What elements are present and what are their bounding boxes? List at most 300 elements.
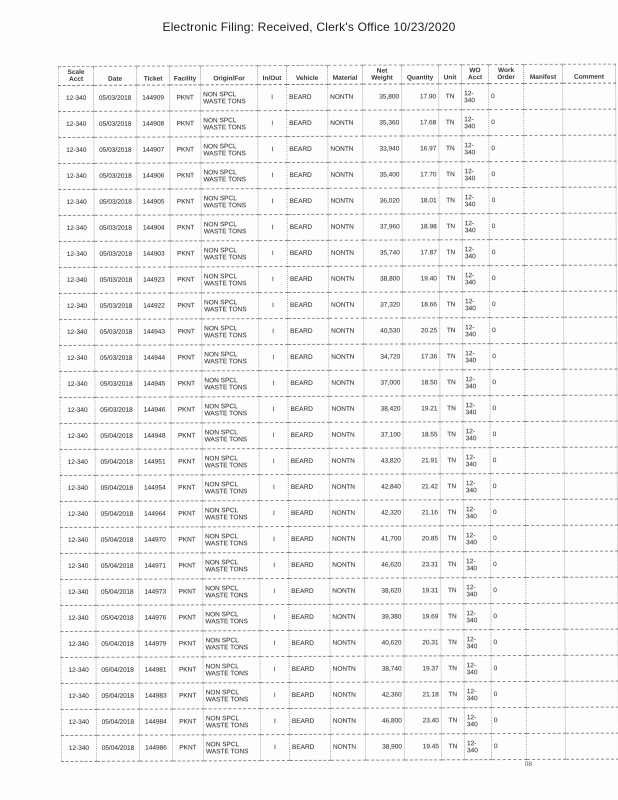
cell-work_order: 0	[491, 603, 526, 629]
cell-unit: TN	[441, 734, 464, 760]
cell-scale_acct: 12-340	[61, 553, 96, 579]
cell-date: 05/03/2018	[95, 397, 138, 423]
cell-comment	[563, 239, 616, 265]
cell-quantity: 19.21	[403, 396, 440, 422]
cell-manifest	[526, 707, 565, 733]
cell-date: 05/03/2018	[94, 189, 137, 215]
cell-origin: NON SPCL WASTE TONS	[201, 189, 258, 215]
cell-scale_acct: 12-340	[59, 163, 94, 189]
cell-net_weight: 38,420	[364, 396, 403, 422]
cell-quantity: 23.31	[404, 552, 441, 578]
cell-in_out: I	[260, 526, 289, 552]
cell-net_weight: 39,380	[365, 604, 404, 630]
cell-work_order: 0	[489, 187, 524, 213]
cell-ticket: 144923	[137, 267, 170, 293]
cell-material: NONTN	[329, 370, 364, 396]
table-row	[61, 681, 618, 709]
cell-unit: TN	[440, 474, 463, 500]
cell-unit: TN	[440, 370, 463, 396]
cell-vehicle: BEARD	[289, 734, 330, 760]
cell-vehicle: BEARD	[289, 526, 330, 552]
cell-scale_acct: 12-340	[61, 657, 96, 683]
cell-wo_acct: 12- 340	[462, 136, 489, 162]
cell-date: 05/04/2018	[96, 527, 139, 553]
cell-scale_acct: 12-340	[60, 449, 95, 475]
table-row	[61, 733, 618, 761]
cell-work_order: 0	[489, 83, 524, 109]
cell-manifest	[526, 629, 565, 655]
table-row	[59, 187, 616, 215]
cell-unit: TN	[440, 422, 463, 448]
table-row	[59, 83, 616, 111]
cell-facility: PKNT	[171, 345, 202, 371]
cell-quantity: 19.40	[402, 266, 439, 292]
cell-origin: NON SPCL WASTE TONS	[202, 397, 259, 423]
cell-work_order: 0	[491, 629, 526, 655]
cell-facility: PKNT	[172, 579, 203, 605]
cell-manifest	[524, 83, 563, 109]
cell-quantity: 19.45	[404, 734, 441, 760]
cell-comment	[564, 395, 617, 421]
cell-vehicle: BEARD	[287, 240, 328, 266]
cell-comment	[565, 577, 618, 603]
cell-vehicle: BEARD	[288, 370, 329, 396]
cell-ticket: 144970	[139, 527, 172, 553]
cell-unit: TN	[441, 708, 464, 734]
cell-material: NONTN	[328, 84, 363, 110]
table-row	[60, 447, 617, 475]
cell-ticket: 144946	[138, 397, 171, 423]
table-row	[59, 239, 616, 267]
cell-date: 05/04/2018	[96, 605, 139, 631]
cell-facility: PKNT	[170, 137, 201, 163]
column-header-vehicle: Vehicle	[287, 65, 328, 84]
cell-scale_acct: 12-340	[61, 579, 96, 605]
cell-origin: NON SPCL WASTE TONS	[203, 527, 260, 553]
cell-quantity: 17.36	[403, 344, 440, 370]
column-header-quantity: Quantity	[401, 65, 438, 84]
cell-material: NONTN	[329, 344, 364, 370]
cell-material: NONTN	[329, 318, 364, 344]
table-row	[59, 161, 616, 189]
cell-in_out: I	[258, 267, 287, 293]
cell-net_weight: 35,740	[363, 240, 402, 266]
cell-comment	[563, 213, 616, 239]
cell-date: 05/04/2018	[95, 423, 138, 449]
cell-unit: TN	[441, 630, 464, 656]
cell-ticket: 144948	[138, 423, 171, 449]
cell-facility: PKNT	[171, 449, 202, 475]
cell-scale_acct: 12-340	[59, 241, 94, 267]
cell-facility: PKNT	[172, 683, 203, 709]
cell-manifest	[524, 239, 563, 265]
cell-quantity: 17.90	[402, 84, 439, 110]
cell-unit: TN	[440, 500, 463, 526]
cell-in_out: I	[258, 137, 287, 163]
cell-net_weight: 37,100	[364, 422, 403, 448]
cell-scale_acct: 12-340	[59, 267, 94, 293]
cell-in_out: I	[260, 708, 289, 734]
cell-origin: NON SPCL WASTE TONS	[201, 111, 258, 137]
column-header-in_out: In/Out	[258, 66, 287, 85]
cell-work_order: 0	[491, 707, 526, 733]
column-header-scale_acct: Scale Acct	[59, 66, 94, 85]
cell-manifest	[526, 525, 565, 551]
cell-material: NONTN	[328, 266, 363, 292]
cell-work_order: 0	[489, 161, 524, 187]
cell-vehicle: BEARD	[289, 708, 330, 734]
cell-in_out: I	[260, 552, 289, 578]
cell-material: NONTN	[329, 500, 364, 526]
cell-unit: TN	[439, 188, 462, 214]
cell-date: 05/04/2018	[96, 683, 139, 709]
cell-ticket: 144922	[137, 293, 170, 319]
cell-ticket: 144971	[139, 553, 172, 579]
cell-origin: NON SPCL WASTE TONS	[203, 605, 260, 631]
cell-date: 05/04/2018	[96, 553, 139, 579]
cell-in_out: I	[260, 656, 289, 682]
cell-date: 05/03/2018	[95, 371, 138, 397]
cell-manifest	[525, 421, 564, 447]
cell-manifest	[524, 109, 563, 135]
cell-wo_acct: 12- 340	[462, 214, 489, 240]
cell-comment	[565, 603, 618, 629]
cell-quantity: 19.31	[404, 578, 441, 604]
cell-comment	[565, 655, 618, 681]
cell-unit: TN	[439, 162, 462, 188]
cell-ticket: 144986	[139, 735, 172, 761]
cell-scale_acct: 12-340	[60, 397, 95, 423]
cell-wo_acct: 12- 340	[463, 448, 490, 474]
table-body	[59, 83, 618, 761]
cell-work_order: 0	[490, 395, 525, 421]
cell-origin: NON SPCL WASTE TONS	[201, 215, 258, 241]
cell-manifest	[526, 655, 565, 681]
cell-in_out: I	[258, 85, 287, 111]
cell-vehicle: BEARD	[288, 318, 329, 344]
cell-unit: TN	[440, 318, 463, 344]
cell-origin: NON SPCL WASTE TONS	[201, 267, 258, 293]
cell-ticket: 144984	[139, 709, 172, 735]
cell-facility: PKNT	[170, 111, 201, 137]
cell-origin: NON SPCL WASTE TONS	[203, 735, 260, 761]
cell-quantity: 17.70	[402, 162, 439, 188]
cell-facility: PKNT	[171, 319, 202, 345]
table-row	[60, 473, 617, 501]
cell-in_out: I	[260, 578, 289, 604]
cell-manifest	[525, 473, 564, 499]
column-header-net_weight: Net Weight	[362, 65, 401, 84]
cell-date: 05/03/2018	[94, 85, 137, 111]
cell-vehicle: BEARD	[288, 474, 329, 500]
cell-material: NONTN	[329, 422, 364, 448]
cell-scale_acct: 12-340	[60, 371, 95, 397]
column-header-ticket: Ticket	[137, 66, 170, 85]
cell-unit: TN	[439, 136, 462, 162]
cell-net_weight: 37,320	[363, 292, 402, 318]
cell-comment	[565, 681, 618, 707]
cell-quantity: 18.01	[402, 188, 439, 214]
cell-vehicle: BEARD	[287, 162, 328, 188]
cell-ticket: 144907	[137, 137, 170, 163]
cell-comment	[565, 525, 618, 551]
cell-in_out: I	[259, 422, 288, 448]
cell-material: NONTN	[330, 708, 365, 734]
cell-unit: TN	[440, 396, 463, 422]
cell-wo_acct: 12- 340	[462, 84, 489, 110]
cell-ticket: 144945	[138, 371, 171, 397]
cell-date: 05/03/2018	[94, 163, 137, 189]
cell-comment	[564, 499, 617, 525]
cell-vehicle: BEARD	[287, 292, 328, 318]
cell-ticket: 144979	[139, 631, 172, 657]
cell-facility: PKNT	[170, 267, 201, 293]
cell-manifest	[526, 603, 565, 629]
cell-origin: NON SPCL WASTE TONS	[202, 501, 259, 527]
cell-ticket: 144954	[138, 475, 171, 501]
cell-vehicle: BEARD	[288, 422, 329, 448]
table-row	[60, 343, 617, 371]
cell-origin: NON SPCL WASTE TONS	[203, 683, 260, 709]
cell-work_order: 0	[490, 343, 525, 369]
cell-comment	[564, 343, 617, 369]
cell-comment	[563, 291, 616, 317]
cell-facility: PKNT	[172, 657, 203, 683]
cell-scale_acct: 12-340	[59, 85, 94, 111]
cell-ticket: 144973	[139, 579, 172, 605]
cell-date: 05/03/2018	[94, 241, 137, 267]
cell-facility: PKNT	[171, 397, 202, 423]
cell-wo_acct: 12- 340	[463, 396, 490, 422]
cell-work_order: 0	[490, 369, 525, 395]
cell-manifest	[525, 343, 564, 369]
cell-quantity: 18.66	[402, 292, 439, 318]
cell-date: 05/04/2018	[96, 631, 139, 657]
cell-unit: TN	[439, 84, 462, 110]
cell-net_weight: 35,360	[363, 110, 402, 136]
cell-net_weight: 38,740	[365, 656, 404, 682]
cell-comment	[563, 265, 616, 291]
cell-comment	[563, 83, 616, 109]
cell-net_weight: 37,000	[364, 370, 403, 396]
column-header-date: Date	[94, 66, 137, 85]
cell-in_out: I	[259, 396, 288, 422]
cell-wo_acct: 12- 340	[464, 734, 491, 760]
cell-origin: NON SPCL WASTE TONS	[201, 241, 258, 267]
table-row	[59, 135, 616, 163]
cell-vehicle: BEARD	[287, 84, 328, 110]
cell-comment	[565, 707, 618, 733]
cell-date: 05/04/2018	[96, 657, 139, 683]
cell-work_order: 0	[490, 499, 525, 525]
cell-net_weight: 43,820	[364, 448, 403, 474]
cell-unit: TN	[439, 266, 462, 292]
cell-unit: TN	[441, 578, 464, 604]
cell-unit: TN	[440, 448, 463, 474]
cell-facility: PKNT	[170, 85, 201, 111]
cell-date: 05/03/2018	[94, 111, 137, 137]
cell-scale_acct: 12-340	[59, 215, 94, 241]
cell-origin: NON SPCL WASTE TONS	[203, 657, 260, 683]
cell-scale_acct: 12-340	[61, 709, 96, 735]
cell-net_weight: 33,940	[363, 136, 402, 162]
cell-manifest	[526, 577, 565, 603]
cell-manifest	[525, 317, 564, 343]
cell-wo_acct: 12- 340	[464, 630, 491, 656]
cell-in_out: I	[259, 371, 288, 397]
cell-date: 05/03/2018	[94, 215, 137, 241]
cell-manifest	[526, 681, 565, 707]
cell-facility: PKNT	[170, 241, 201, 267]
cell-facility: PKNT	[172, 605, 203, 631]
cell-net_weight: 42,840	[364, 474, 403, 500]
cell-wo_acct: 12- 340	[463, 344, 490, 370]
cell-in_out: I	[258, 189, 287, 215]
cell-comment	[565, 551, 618, 577]
cell-wo_acct: 12- 340	[464, 682, 491, 708]
cell-in_out: I	[258, 111, 287, 137]
cell-facility: PKNT	[172, 735, 203, 761]
cell-unit: TN	[441, 526, 464, 552]
cell-manifest	[524, 161, 563, 187]
cell-manifest	[524, 187, 563, 213]
cell-work_order: 0	[489, 109, 524, 135]
cell-comment	[563, 187, 616, 213]
cell-net_weight: 34,720	[364, 344, 403, 370]
cell-date: 05/03/2018	[94, 267, 137, 293]
cell-origin: NON SPCL WASTE TONS	[201, 85, 258, 111]
cell-vehicle: BEARD	[288, 500, 329, 526]
table-header	[59, 64, 616, 85]
cell-origin: NON SPCL WASTE TONS	[201, 163, 258, 189]
cell-ticket: 144908	[137, 111, 170, 137]
cell-comment	[565, 629, 618, 655]
cell-manifest	[525, 369, 564, 395]
cell-scale_acct: 12-340	[61, 683, 96, 709]
cell-material: NONTN	[328, 292, 363, 318]
cell-net_weight: 36,020	[363, 188, 402, 214]
header-row	[59, 64, 616, 85]
cell-work_order: 0	[489, 265, 524, 291]
cell-origin: NON SPCL WASTE TONS	[201, 293, 258, 319]
cell-manifest	[524, 265, 563, 291]
table-row	[61, 629, 618, 657]
cell-quantity: 18.55	[403, 422, 440, 448]
table-row	[61, 655, 618, 683]
cell-wo_acct: 12- 340	[464, 552, 491, 578]
cell-material: NONTN	[330, 526, 365, 552]
cell-ticket: 144906	[137, 163, 170, 189]
cell-net_weight: 42,320	[364, 500, 403, 526]
cell-comment	[564, 473, 617, 499]
table-row	[61, 707, 618, 735]
cell-manifest	[526, 551, 565, 577]
cell-material: NONTN	[328, 214, 363, 240]
cell-facility: PKNT	[170, 293, 201, 319]
cell-material: NONTN	[330, 578, 365, 604]
cell-comment	[563, 135, 616, 161]
cell-material: NONTN	[330, 734, 365, 760]
cell-manifest	[524, 213, 563, 239]
cell-comment	[564, 447, 617, 473]
cell-scale_acct: 12-340	[60, 345, 95, 371]
cell-date: 05/04/2018	[95, 449, 138, 475]
cell-work_order: 0	[489, 239, 524, 265]
cell-work_order: 0	[489, 291, 524, 317]
cell-in_out: I	[260, 682, 289, 708]
filing-stamp-title: Electronic Filing: Received, Clerk's Office 10/23/2020	[162, 20, 456, 34]
cell-scale_acct: 12-340	[60, 423, 95, 449]
cell-ticket: 144909	[137, 85, 170, 111]
table-row	[59, 213, 616, 241]
table-row	[60, 369, 617, 397]
cell-vehicle: BEARD	[287, 266, 328, 292]
cell-vehicle: BEARD	[288, 344, 329, 370]
cell-quantity: 19.69	[404, 604, 441, 630]
scale-ticket-table	[58, 64, 618, 762]
cell-facility: PKNT	[172, 709, 203, 735]
table-row	[60, 499, 617, 527]
cell-vehicle: BEARD	[287, 188, 328, 214]
cell-quantity: 19.37	[404, 656, 441, 682]
cell-vehicle: BEARD	[288, 396, 329, 422]
cell-net_weight: 37,960	[363, 214, 402, 240]
cell-wo_acct: 12- 340	[463, 500, 490, 526]
cell-scale_acct: 12-340	[60, 475, 95, 501]
cell-quantity: 23.40	[404, 708, 441, 734]
cell-wo_acct: 12- 340	[462, 240, 489, 266]
cell-origin: NON SPCL WASTE TONS	[202, 371, 259, 397]
cell-wo_acct: 12- 340	[462, 266, 489, 292]
cell-in_out: I	[258, 293, 287, 319]
cell-origin: NON SPCL WASTE TONS	[202, 423, 259, 449]
cell-scale_acct: 12-340	[61, 631, 96, 657]
cell-material: NONTN	[330, 604, 365, 630]
cell-manifest	[525, 499, 564, 525]
cell-origin: NON SPCL WASTE TONS	[202, 449, 259, 475]
cell-net_weight: 46,800	[365, 708, 404, 734]
cell-vehicle: BEARD	[289, 578, 330, 604]
column-header-work_order: Work Order	[488, 64, 523, 83]
cell-facility: PKNT	[170, 215, 201, 241]
cell-scale_acct: 12-340	[59, 111, 94, 137]
cell-net_weight: 41,700	[365, 526, 404, 552]
cell-origin: NON SPCL WASTE TONS	[202, 475, 259, 501]
cell-quantity: 20.85	[404, 526, 441, 552]
cell-unit: TN	[439, 292, 462, 318]
cell-scale_acct: 12-340	[61, 527, 96, 553]
cell-comment	[564, 317, 617, 343]
cell-quantity: 18.50	[403, 370, 440, 396]
cell-wo_acct: 12- 340	[464, 708, 491, 734]
cell-origin: NON SPCL WASTE TONS	[203, 631, 260, 657]
cell-scale_acct: 12-340	[59, 293, 94, 319]
cell-vehicle: BEARD	[289, 630, 330, 656]
cell-net_weight: 35,800	[363, 84, 402, 110]
cell-wo_acct: 12- 340	[462, 162, 489, 188]
cell-ticket: 144944	[138, 345, 171, 371]
cell-in_out: I	[260, 604, 289, 630]
page-number: 08	[524, 761, 532, 768]
column-header-comment: Comment	[562, 64, 615, 83]
cell-facility: PKNT	[172, 553, 203, 579]
column-header-material: Material	[327, 65, 362, 84]
cell-net_weight: 40,530	[364, 318, 403, 344]
cell-work_order: 0	[491, 525, 526, 551]
cell-quantity: 16.97	[402, 136, 439, 162]
cell-facility: PKNT	[172, 631, 203, 657]
cell-wo_acct: 12- 340	[463, 370, 490, 396]
